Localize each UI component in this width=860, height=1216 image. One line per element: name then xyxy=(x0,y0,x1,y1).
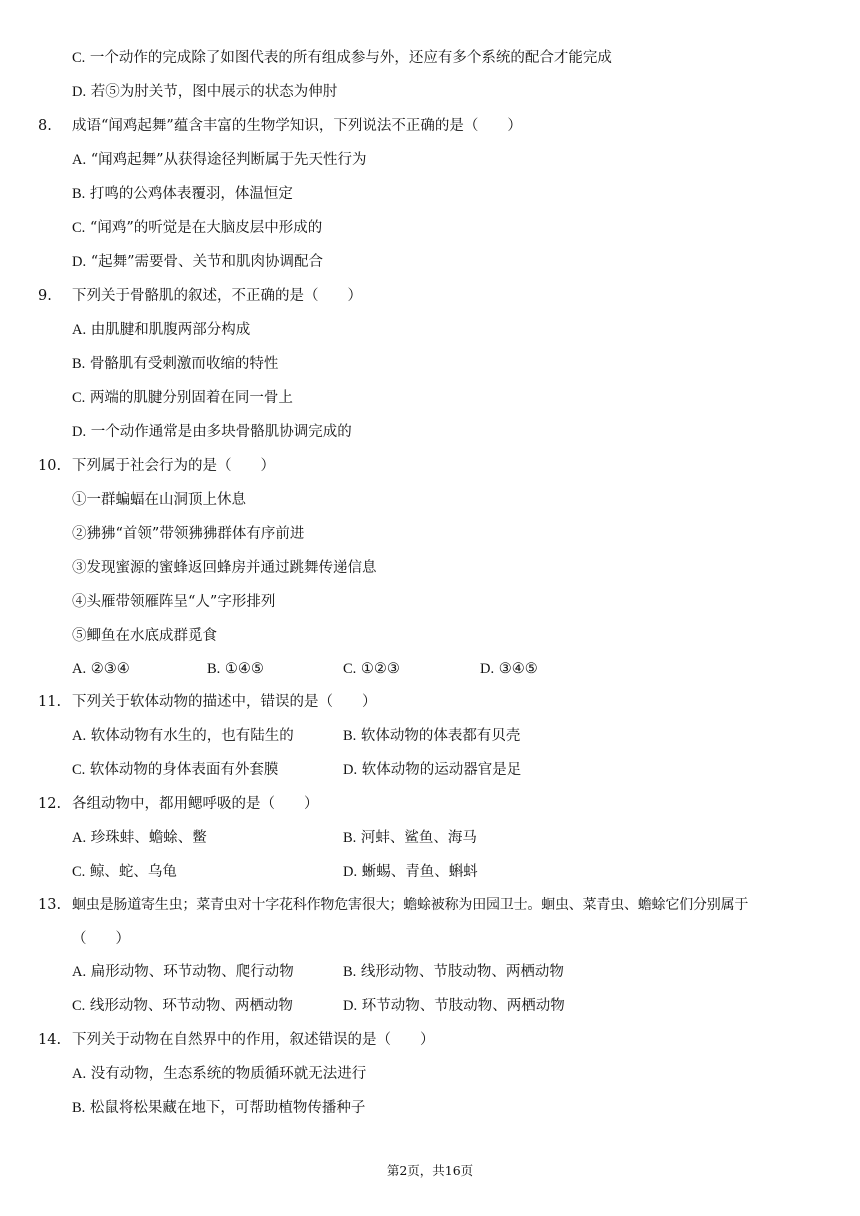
q13-number: 13. xyxy=(38,897,62,913)
q9-stem: 下列关于骨骼肌的叙述，不正确的是（ ） xyxy=(72,288,362,304)
q11-option-b: B. 软体动物的体表都有贝壳 xyxy=(343,728,521,744)
q12-option-b: B. 河蚌、鲨鱼、海马 xyxy=(343,830,477,846)
q10-option-c: C. ①②③ xyxy=(343,661,400,677)
q13-option-a: A. 扁形动物、环节动物、爬行动物 xyxy=(72,964,294,980)
q14-stem: 下列关于动物在自然界中的作用，叙述错误的是（ ） xyxy=(72,1032,435,1048)
q12-option-d: D. 蜥蜴、青鱼、蝌蚪 xyxy=(343,864,478,880)
q10-item-2: ②狒狒“首领”带领狒狒群体有序前进 xyxy=(72,526,305,542)
q7-option-d: D. 若⑤为肘关节，图中展示的状态为伸肘 xyxy=(72,84,338,100)
q11-option-a: A. 软体动物有水生的，也有陆生的 xyxy=(72,728,294,744)
q13-option-d: D. 环节动物、节肢动物、两栖动物 xyxy=(343,998,565,1014)
q8-option-a: A. “闻鸡起舞”从获得途径判断属于先天性行为 xyxy=(72,152,367,168)
q10-option-b: B. ①④⑤ xyxy=(207,661,264,677)
q13-option-c: C. 线形动物、环节动物、两栖动物 xyxy=(72,998,293,1014)
q11-option-d: D. 软体动物的运动器官是足 xyxy=(343,762,522,778)
q7-option-c: C. 一个动作的完成除了如图代表的所有组成参与外，还应有多个系统的配合才能完成 xyxy=(72,50,612,66)
q12-option-c: C. 鲸、蛇、乌龟 xyxy=(72,864,177,880)
q13-stem-blank: （ ） xyxy=(72,931,130,947)
q9-option-c: C. 两端的肌腱分别固着在同一骨上 xyxy=(72,390,293,406)
q9-option-d: D. 一个动作通常是由多块骨骼肌协调完成的 xyxy=(72,424,352,440)
q10-number: 10. xyxy=(38,458,62,474)
q10-item-5: ⑤鲫鱼在水底成群觅食 xyxy=(72,628,217,644)
q9-number: 9. xyxy=(38,288,52,304)
q8-number: 8. xyxy=(38,118,52,134)
q10-option-d: D. ③④⑤ xyxy=(480,661,538,677)
q13-option-b: B. 线形动物、节肢动物、两栖动物 xyxy=(343,964,564,980)
q13-stem: 蛔虫是肠道寄生虫；菜青虫对十字花科作物危害很大；蟾蜍被称为田园卫士。蛔虫、菜青虫、蟾蜍它们分别属于 xyxy=(72,897,749,913)
q10-stem: 下列属于社会行为的是（ ） xyxy=(72,458,275,474)
q8-option-d: D. “起舞”需要骨、关节和肌肉协调配合 xyxy=(72,254,324,270)
q10-item-3: ③发现蜜源的蜜蜂返回蜂房并通过跳舞传递信息 xyxy=(72,560,377,576)
q10-option-a: A. ②③④ xyxy=(72,661,130,677)
q8-option-b: B. 打鸣的公鸡体表覆羽，体温恒定 xyxy=(72,186,293,202)
page-footer: 第2页，共16页 xyxy=(386,1163,474,1178)
q14-option-a: A. 没有动物，生态系统的物质循环就无法进行 xyxy=(72,1066,367,1082)
q10-item-4: ④头雁带领雁阵呈“人”字形排列 xyxy=(72,594,276,610)
q14-number: 14. xyxy=(38,1032,62,1048)
q10-item-1: ①一群蝙蝠在山洞顶上休息 xyxy=(72,492,246,508)
q14-option-b: B. 松鼠将松果藏在地下，可帮助植物传播种子 xyxy=(72,1100,366,1116)
q11-stem: 下列关于软体动物的描述中，错误的是（ ） xyxy=(72,694,377,710)
q12-option-a: A. 珍珠蚌、蟾蜍、鳖 xyxy=(72,830,207,846)
q12-stem: 各组动物中，都用鳃呼吸的是（ ） xyxy=(72,796,319,812)
q11-option-c: C. 软体动物的身体表面有外套膜 xyxy=(72,762,279,778)
q8-stem: 成语“闻鸡起舞”蕴含丰富的生物学知识，下列说法不正确的是（ ） xyxy=(72,118,522,134)
q12-number: 12. xyxy=(38,796,62,812)
q11-number: 11. xyxy=(38,694,62,710)
q9-option-b: B. 骨骼肌有受刺激而收缩的特性 xyxy=(72,356,279,372)
q9-option-a: A. 由肌腱和肌腹两部分构成 xyxy=(72,322,251,338)
q8-option-c: C. “闻鸡”的听觉是在大脑皮层中形成的 xyxy=(72,220,323,236)
